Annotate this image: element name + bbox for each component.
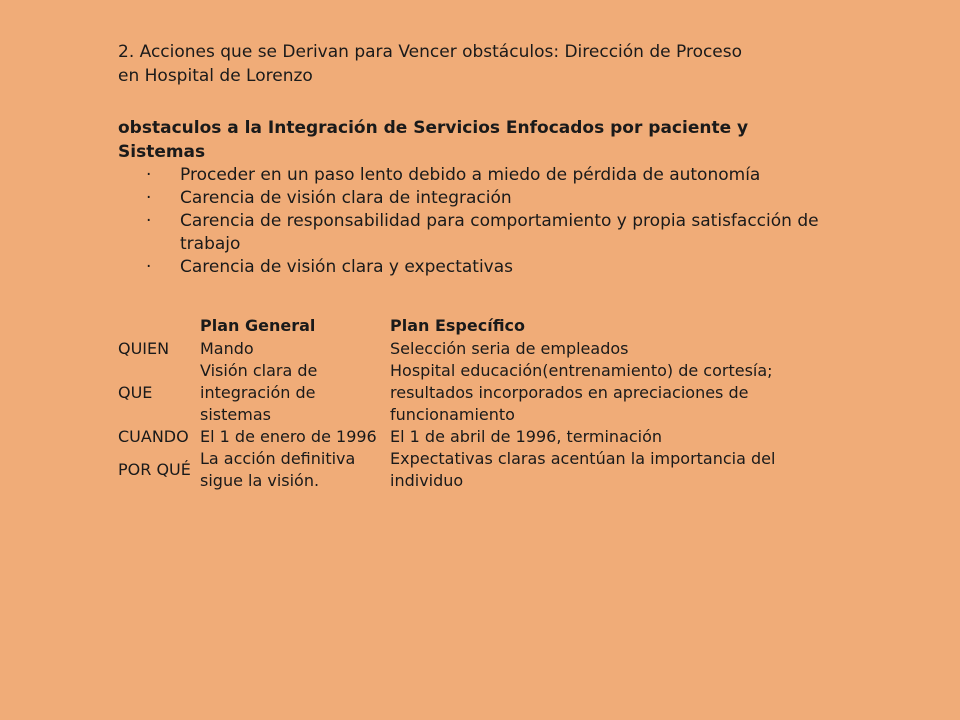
bullet-icon: ·	[146, 188, 152, 208]
list-item-text: Carencia de visión clara y expectativas	[180, 257, 514, 277]
table-header-cell: Plan General	[200, 316, 316, 335]
plan-table	[118, 314, 840, 492]
bullet-icon: ·	[146, 257, 152, 277]
list-item-text: Carencia de visión clara de integración	[180, 188, 512, 208]
list-item-text: Proceder en un paso lento debido a miedo de pérdida de autonomía	[180, 165, 761, 185]
table-row-label: POR QUÉ	[118, 460, 191, 479]
list-item	[118, 164, 838, 187]
table-cell: Hospital educación(entrenamiento) de cortesía; resultados incorporados en apreciaciones de funcionamiento	[390, 361, 773, 424]
table-row	[118, 426, 840, 448]
list-item	[118, 187, 838, 210]
slide-title-line-2: en Hospital de Lorenzo	[118, 66, 313, 86]
table-header-cell	[118, 314, 200, 338]
bullet-icon: ·	[146, 211, 152, 231]
table-row-label: QUIEN	[118, 339, 170, 358]
table-cell: El 1 de abril de 1996, terminación	[390, 427, 663, 446]
table-cell: Visión clara de integración de sistemas	[200, 361, 318, 424]
table-cell: Expectativas claras acentúan la importancia del individuo	[390, 449, 776, 490]
slide-title-line-1: 2. Acciones que se Derivan para Vencer obstáculos: Dirección de Proceso	[118, 42, 743, 62]
table-row-label: CUANDO	[118, 427, 189, 446]
bullet-icon: ·	[146, 165, 152, 185]
table-header-row	[118, 314, 840, 338]
table-header-cell: Plan Específico	[390, 316, 526, 335]
slide-title	[118, 40, 838, 88]
list-item	[118, 210, 838, 256]
table-cell: El 1 de enero de 1996	[200, 427, 377, 446]
table-cell: Selección seria de empleados	[390, 339, 629, 358]
obstacles-list	[118, 164, 838, 279]
table-row	[118, 448, 840, 492]
list-item	[118, 256, 838, 279]
table-row	[118, 360, 840, 426]
obstacles-heading: obstaculos a la Integración de Servicios Enfocados por paciente y Sistemas	[118, 118, 749, 162]
list-item-text: Carencia de responsabilidad para comportamiento y propia satisfacción de trabajo	[180, 211, 819, 254]
table-cell: La acción definitiva sigue la visión.	[200, 449, 356, 490]
table-cell: Mando	[200, 339, 254, 358]
table-row-label: QUE	[118, 383, 153, 402]
table-row	[118, 338, 840, 360]
